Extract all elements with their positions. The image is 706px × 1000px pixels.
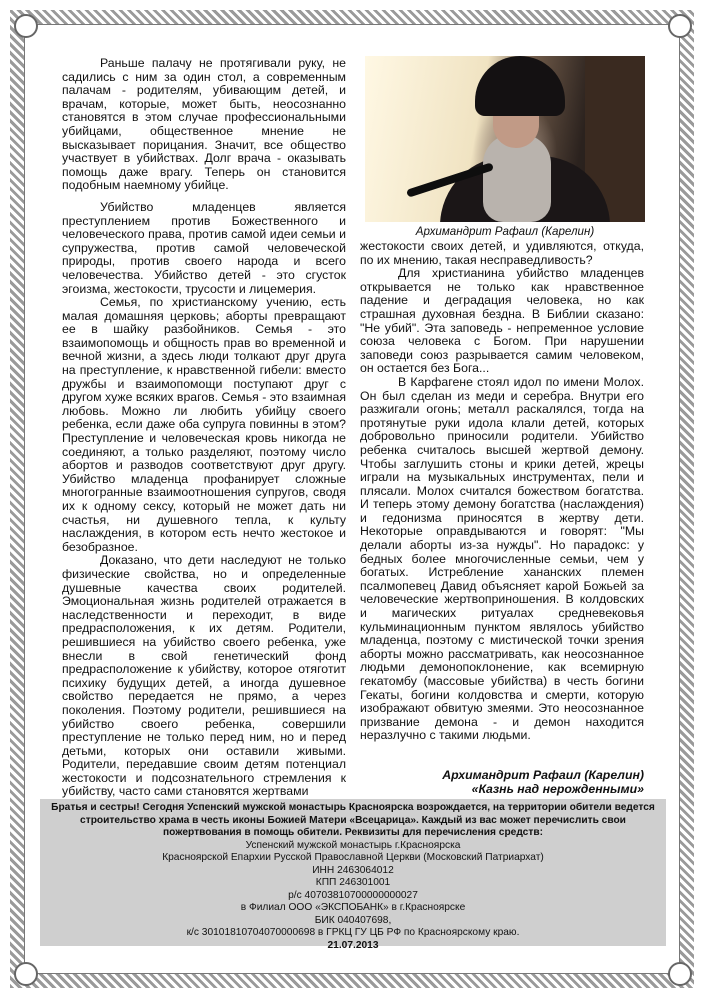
corner-ornament-icon [668, 14, 692, 38]
corner-ornament-icon [668, 962, 692, 986]
article-right-column [360, 240, 644, 743]
photo-caption: Архимандрит Рафаил (Карелин) [415, 225, 595, 238]
corner-ornament-icon [14, 14, 38, 38]
article-paragraph: Семья, по христианскому учению, есть малая домашняя церковь; аборты превращают ее в шайку разбойников. Семья - это взаимопомощь и общность прав во временной и вечной жизни, а здесь люди толкают друг друга на преступление, к нравственной гибели: вместо дружбы и взаимопомощи поступают друг с другом хуже всяких врагов. Семья - это взаимная любовь. Можно ли любить убийцу своего ребенка, если даже оба супруга повинны в этом? Преступление и человеческая кровь никогда не соединяют, а только разделяют, поэтому число абортов и разводов соответствуют друг другу. Убийство младенца профанирует сложные многогранные взаимоотношения супругов, сводя их к одному сексу, который не может дать ни счастья, ни душевного тепла, к культу наслаждения, в котором есть нечто жестокое и безобразное. [62, 295, 346, 554]
article-paragraph: Для христианина убийство младенцев открывается не только как нравственное падение и деградация человека, но как страшная духовная бездна. В Библии сказано: "Не убий". Эта заповедь - непременное условие союза человека с Богом. При нарушении заповеди союз разрывается самим человеком, он остается без Бога... [360, 266, 644, 376]
article-paragraph: Доказано, что дети наследуют не только физические свойства, но и определенные душевные качества своих родителей. Эмоциональная жизнь родителей отражается в наследственности и переходит, в виде предрасположения, к их детям. Родители, решившиеся на убийство своего ребенка, уже внесли в свой генетический фонд предрасположение к убийству, которое отяготит психику будущих детей, а иногда душевное свойство передается не прямо, а через поколения. Поэтому родители, решившиеся на убийство своего ребенка, совершили преступление не только перед ним, но и перед детьми, которых они оставили живыми. Родители, передавшие своим детям потенциал жестокости и подсознательного стремления к убийству, часто сами становятся жертвами [62, 553, 346, 799]
article-paragraph: Убийство младенцев является преступлением против Божественного и человеческого права, против самой идеи семьи и супружества, против самой человеческой природы, против своего народа и всего человечества. Убийство детей - это сгусток эгоизма, жестокости, трусости и лицемерия. [62, 199, 346, 296]
issue-date: 21.07.2013 [327, 939, 379, 951]
donation-info-box [40, 799, 666, 951]
requisite-line: к/с 30101810704070000698 в ГРКЦ ГУ ЦБ РФ по Красноярскому краю. [186, 927, 520, 938]
article-paragraph: В Карфагене стоял идол по имени Молох. Он был сделан из меди и серебра. Внутри его разжигали огонь; металл раскалялся, тогда на протянутые руки идола клали детей, которых добровольно приносили родители. Убийство ребенка считалось высшей жертвой демону. Чтобы заглушить стоны и крики детей, жрецы играли на музыкальных инструментах, пели и плясали. Молох считался божеством богатства. И теперь этому демону богатства (наслаждения) и гедонизма приносятся в жертву дети. Некоторые оправдываются и говорят: "Мы делали аборты из-за нужды". Но парадокс: у бедных более многочисленные семьи, чем у богатых. Истребление хананских племен псалмопевец Давид объясняет карой Божьей за человеческие жертвоприношения. В колдовских и магических ритуалах средневековья кульминационным пунктом являлось убийство младенца, поэтому с мистической точки зрения аборты можно рассматривать, как неосознанное людьми демонопоклонение, как всемирную гекатомбу (массовые убийства) в честь богини Гекаты, богини колдовства и смерти, которую изображают обвитую змеями. Это неосознанное призвание демона - и демон находится неразлучно с такими людьми. [360, 374, 644, 743]
signature-title: «Казнь над нерожденными» [471, 782, 644, 796]
article-signature [360, 768, 644, 796]
requisite-line: в Филиал ООО «ЭКСПОБАНК» в г.Красноярске [240, 902, 466, 913]
signature-author: Архимандрит Рафаил (Карелин) [442, 768, 644, 782]
article-paragraph: жестокости своих детей, и удивляются, откуда, по их мнению, такая несправедливость? [360, 239, 644, 267]
archimandrite-photo [365, 56, 645, 222]
requisite-line: ИНН 2463064012 [312, 864, 394, 876]
corner-ornament-icon [14, 962, 38, 986]
requisite-line: р/с 40703810700000000027 [288, 889, 418, 901]
article-paragraph: Раньше палачу не протягивали руку, не садились с ним за один стол, а современным палачам - родителям, убивающим детей, и врачам, которые, может быть, неосознанно становятся в этом случае профессиональными убийцами, общественное мнение не высказывает порицания. Значит, все общество участвует в убийствах. Долг врача - оказывать помощь даже врагу. Теперь он становится подобным наемному убийце. [62, 56, 346, 193]
requisite-line: Успенский мужской монастырь г.Красноярска [245, 839, 461, 851]
donation-appeal: Братья и сестры! Сегодня Успенский мужской монастырь Красноярска возрождается, на территории обители ведется строительство храма в честь иконы Божией Матери «Всецарица». Каждый из вас может перечислить свои пожертвования в помощь обители. Реквизиты для перечисления средств: [51, 802, 655, 838]
article-left-column [62, 49, 346, 799]
requisite-line: Красноярской Епархии Русской Православной Церкви (Московский Патриархат) [162, 852, 544, 863]
requisite-line: КПП 246301001 [315, 877, 391, 888]
requisite-line: БИК 040407698, [314, 914, 392, 926]
hood-shape [475, 56, 565, 116]
